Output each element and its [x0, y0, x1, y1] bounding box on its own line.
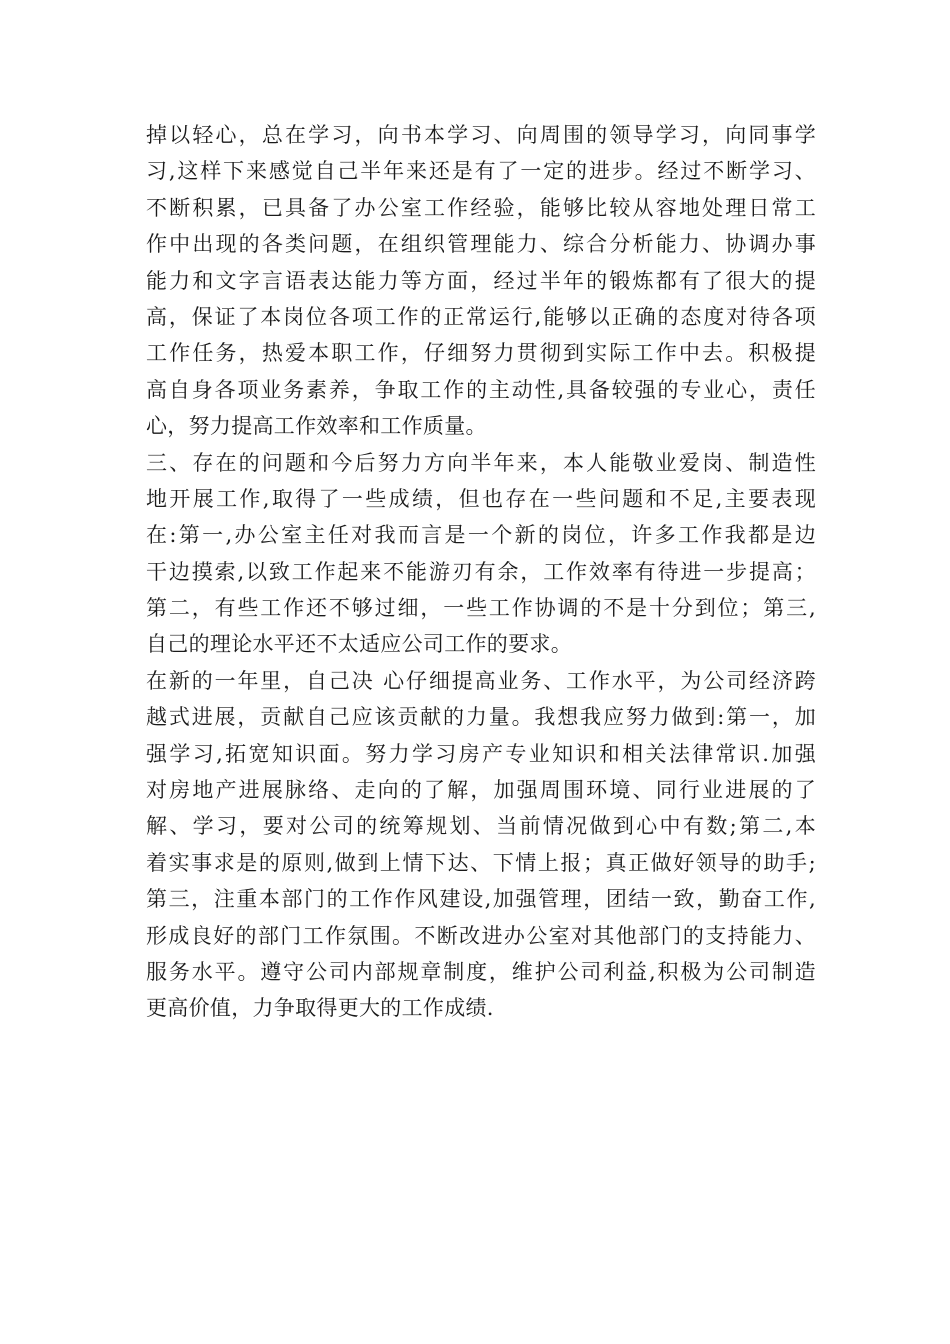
text-line: 第二，有些工作还不够过细，一些工作协调的不是十分到位；第三,: [146, 596, 816, 621]
text-line: 工作任务，热爱本职工作，仔细努力贯彻到实际工作中去。积极提: [146, 341, 816, 366]
text-line: 自己的理论水平还不太适应公司工作的要求。: [146, 632, 572, 657]
text-line: 干边摸索,以致工作起来不能游刃有余，工作效率有待进一步提高；: [146, 559, 816, 584]
text-line: 更高价值，力争取得更大的工作成绩.: [146, 996, 494, 1021]
text-line: 地开展工作,取得了一些成绩，但也存在一些问题和不足,主要表现: [146, 486, 816, 511]
text-line: 三、存在的问题和今后努力方向半年来，本人能敬业爱岗、制造性: [146, 450, 816, 475]
text-line: 第三，注重本部门的工作作风建设,加强管理，团结一致，勤奋工作,: [146, 887, 816, 912]
text-line: 作中出现的各类问题，在组织管理能力、综合分析能力、协调办事: [146, 232, 816, 257]
text-line: 不断积累，已具备了办公室工作经验，能够比较从容地处理日常工: [146, 195, 816, 220]
text-line: 形成良好的部门工作氛围。不断改进办公室对其他部门的支持能力、: [146, 923, 816, 948]
text-line: 习,这样下来感觉自己半年来还是有了一定的进步。经过不断学习、: [146, 159, 816, 184]
text-line: 心，努力提高工作效率和工作质量。: [146, 414, 487, 439]
text-line: 掉以轻心，总在学习，向书本学习、向周围的领导学习，向同事学: [146, 123, 816, 147]
paragraph-3: [146, 663, 816, 1027]
text-line: 越式进展，贡献自己应该贡献的力量。我想我应努力做到:第一，加: [146, 705, 816, 730]
text-line: 强学习,拓宽知识面。努力学习房产专业知识和相关法律常识.加强: [146, 741, 816, 766]
paragraph-2: [146, 445, 816, 663]
text-line: 着实事求是的原则,做到上情下达、下情上报；真正做好领导的助手;: [146, 850, 816, 875]
text-line: 对房地产进展脉络、走向的了解，加强周围环境、同行业进展的了: [146, 778, 816, 803]
text-line: 服务水平。遵守公司内部规章制度，维护公司利益,积极为公司制造: [146, 959, 816, 984]
text-line: 解、学习，要对公司的统筹规划、当前情况做到心中有数;第二,本: [146, 814, 816, 839]
text-line: 高，保证了本岗位各项工作的正常运行,能够以正确的态度对待各项: [146, 304, 816, 329]
text-line: 在:第一,办公室主任对我而言是一个新的岗位，许多工作我都是边: [146, 523, 816, 548]
text-line: 能力和文字言语表达能力等方面，经过半年的锻炼都有了很大的提: [146, 268, 816, 293]
document-body: [146, 117, 816, 1027]
text-line: 高自身各项业务素养，争取工作的主动性,具备较强的专业心，责任: [146, 377, 816, 402]
text-line: 在新的一年里，自己决 心仔细提高业务、工作水平，为公司经济跨: [146, 668, 816, 693]
paragraph-1: [146, 117, 816, 445]
